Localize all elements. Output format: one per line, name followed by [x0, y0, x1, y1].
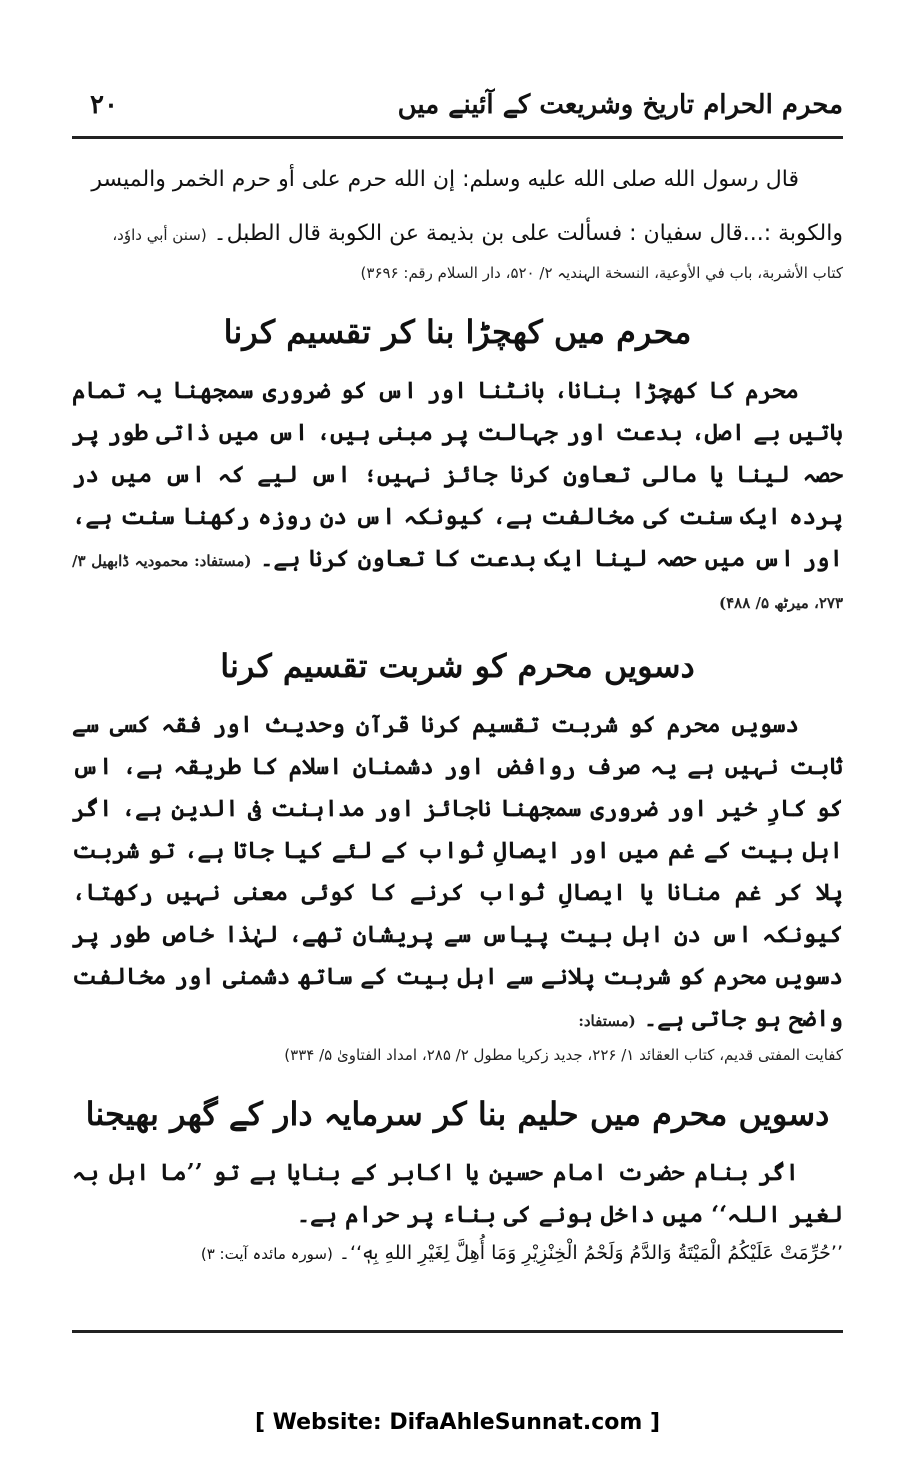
- quran-verse: [72, 1236, 843, 1271]
- website-footer: [ Website: DifaAhleSunnat.com ]: [254, 1410, 661, 1435]
- page-number: ۲۰: [90, 90, 118, 120]
- section-body-sharbat: [72, 704, 843, 1040]
- sharbat-reference: کفایت المفتی قدیم، کتاب العقائد ۱/ ۲۲۶، جدید زکریا مطول ۲/ ۲۸۵، امداد الفتاویٰ ۵/ ۳۳۴): [284, 1046, 843, 1064]
- hadith-reference-start: (سنن أبي داوٗد،: [112, 226, 207, 244]
- hadith-reference: کتاب الأشربة، باب في الأوعية، النسخة الہندیہ ۲/ ۵۲۰، دار السلام رقم: ۳۶۹۶): [360, 264, 843, 282]
- page-content: [72, 150, 843, 1271]
- section-body-haleem: اگر بنام حضرت امام حسین یا اکابر کے بنایا ہے تو ’’ما اہل بہ لغیر اللہ‘‘ میں داخل ہونے کی بناء پر حرام ہے۔: [72, 1159, 843, 1228]
- section-heading-khichra: محرم میں کھچڑا بنا کر تقسیم کرنا: [223, 313, 692, 351]
- arabic-hadith-text: والكوبة :...قال سفيان : فسألت على بن بذيمة عن الكوبة قال الطبل۔: [213, 221, 843, 246]
- arabic-hadith-line1: قال رسول الله صلى الله عليه وسلم: إن الله حرم على أو حرم الخمر والميسر: [91, 167, 799, 192]
- running-head: محرم الحرام تاریخ وشریعت کے آئینے میں: [397, 90, 843, 120]
- footer-rule: [72, 1330, 843, 1333]
- sharbat-reference-start: (مستفاد:: [578, 1012, 636, 1030]
- arabic-hadith-line2: [72, 210, 843, 258]
- quran-verse-text: ’’حُرِّمَتْ عَلَيْكُمُ الْمَيْتَةُ وَالدَّمُ وَلَحْمُ الْخِنْزِيْرِ وَمَا أُهِلَّ لِغَيْرِ اللهِ بِهٖ‘‘۔: [338, 1242, 843, 1264]
- section-heading-sharbat: دسویں محرم کو شربت تقسیم کرنا: [220, 647, 695, 685]
- khichra-reference: (مستفاد: محمودیہ ڈابھیل ۳/ ۲۷۳، میرٹھ ۵/ ۴۸۸): [72, 552, 843, 612]
- section-body-khichra: [72, 370, 843, 622]
- quran-verse-reference: (سورہ مائدہ آیت: ۳): [200, 1245, 333, 1263]
- section-heading-haleem: دسویں محرم میں حلیم بنا کر سرمایہ دار کے گھر بھیجنا: [85, 1095, 830, 1133]
- khichra-text: محرم کا کھچڑا بنانا، بانٹنا اور اس کو ضروری سمجھنا یہ تمام باتیں بے اصل، بدعت اور جہالت پر مبنی ہیں، اس میں ذاتی طور پر حصہ لینا یا مالی تعاون کرنا جائز نہیں؛ اس لیے کہ اس میں در پردہ ایک سنت کی مخالفت ہے، کیونکہ اس دن روزہ رکھنا سنت ہے، اور اس میں حصہ لینا ایک بدعت کا تعاون کرنا ہے۔: [72, 377, 843, 572]
- sharbat-text: دسویں محرم کو شربت تقسیم کرنا قرآن وحدیث اور فقہ کسی سے ثابت نہیں ہے یہ صرف روافض اور دشمنانِ اسلام کا طریقہ ہے، اس کو کارِ خیر اور ضروری سمجھنا ناجائز اور مداہنت فی الدین ہے، اگر اہل بیت کے غم میں اور ایصالِ ثواب کے لئے کیا جاتا ہے، تو شربت پلا کر غم منانا یا ایصالِ ثواب کرنے کا کوئی معنی نہیں رکھتا، کیونکہ اس دن اہل بیت پیاس سے پریشان تھے، لہٰذا خاص طور پر دسویں محرم کو شربت پلانے سے اہل بیت کے ساتھ دشمنی اور مخالفت واضح ہو جاتی ہے۔: [72, 711, 843, 1032]
- page-header: [72, 80, 843, 136]
- header-rule: [72, 136, 843, 139]
